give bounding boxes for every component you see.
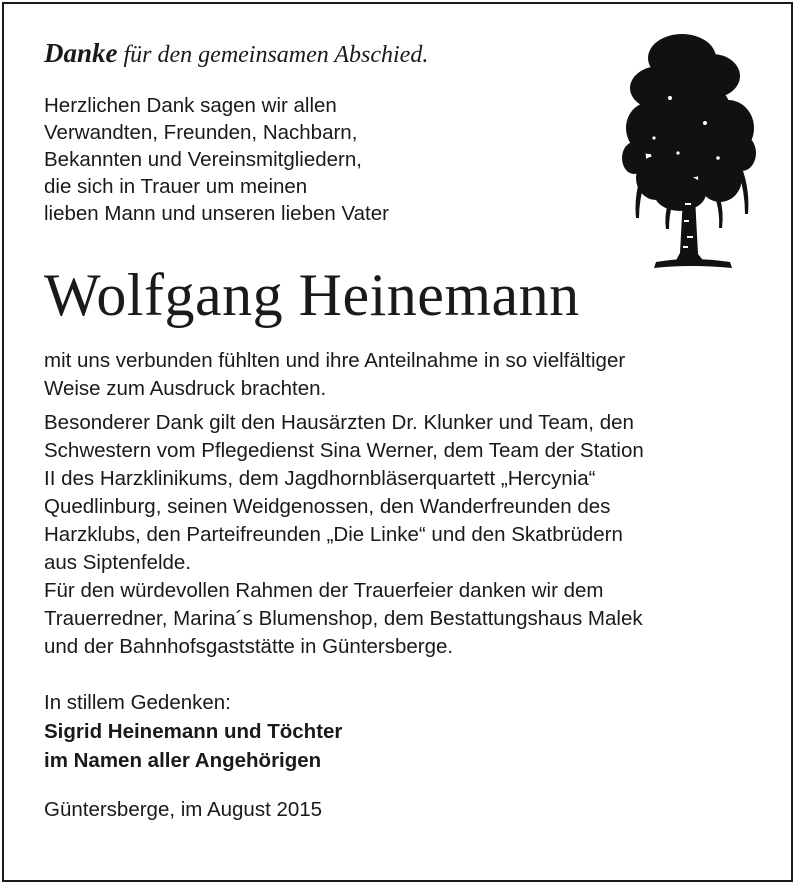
intro-line: Herzlichen Dank sagen wir allen bbox=[44, 94, 337, 117]
signatory-line: im Namen aller Angehörigen bbox=[44, 749, 322, 772]
paragraph-line: Besonderer Dank gilt den Hausärzten Dr. Klunker und Team, den bbox=[44, 411, 634, 434]
paragraph-line: II des Harzklinikums, dem Jagdhornbläserquartett „Hercynia“ bbox=[44, 467, 596, 490]
intro-line: die sich in Trauer um meinen bbox=[44, 175, 308, 198]
paragraph-line: Schwestern vom Pflegedienst Sina Werner, dem Team der Station bbox=[44, 439, 644, 462]
paragraph-line: Weise zum Ausdruck brachten. bbox=[44, 377, 327, 400]
paragraph-line: Quedlinburg, seinen Weidgenossen, den Wanderfreunden des bbox=[44, 495, 611, 518]
thanks-paragraph bbox=[44, 347, 764, 403]
paragraph-line: Trauerredner, Marina´s Blumenshop, dem Bestattungshaus Malek bbox=[44, 607, 643, 630]
paragraph-line: mit uns verbunden fühlten und ihre Anteilnahme in so vielfältiger bbox=[44, 349, 626, 372]
place-date: Güntersberge, im August 2015 bbox=[44, 798, 323, 821]
paragraph-line: Harzklubs, den Parteifreunden „Die Linke“ und den Skatbrüdern bbox=[44, 523, 623, 546]
intro-line: Verwandten, Freunden, Nachbarn, bbox=[44, 121, 358, 144]
paragraph-line: aus Siptenfelde. bbox=[44, 551, 192, 574]
paragraph-line: Für den würdevollen Rahmen der Trauerfeier danken wir dem bbox=[44, 579, 604, 602]
heading-subtitle: für den gemeinsamen Abschied. bbox=[117, 42, 429, 68]
paragraph-line: und der Bahnhofsgaststätte in Güntersberge. bbox=[44, 635, 454, 658]
birch-tree-icon bbox=[620, 28, 760, 273]
deceased-name: Wolfgang Heinemann bbox=[44, 262, 580, 328]
signatory-line: Sigrid Heinemann und Töchter bbox=[44, 720, 343, 743]
heading-thanks: Danke bbox=[44, 38, 118, 68]
intro-line: Bekannten und Vereinsmitgliedern, bbox=[44, 148, 362, 171]
closing-intro: In stillem Gedenken: bbox=[44, 691, 231, 714]
intro-line: lieben Mann und unseren lieben Vater bbox=[44, 202, 389, 225]
closing-block bbox=[44, 688, 764, 775]
special-thanks-paragraph bbox=[44, 409, 764, 661]
